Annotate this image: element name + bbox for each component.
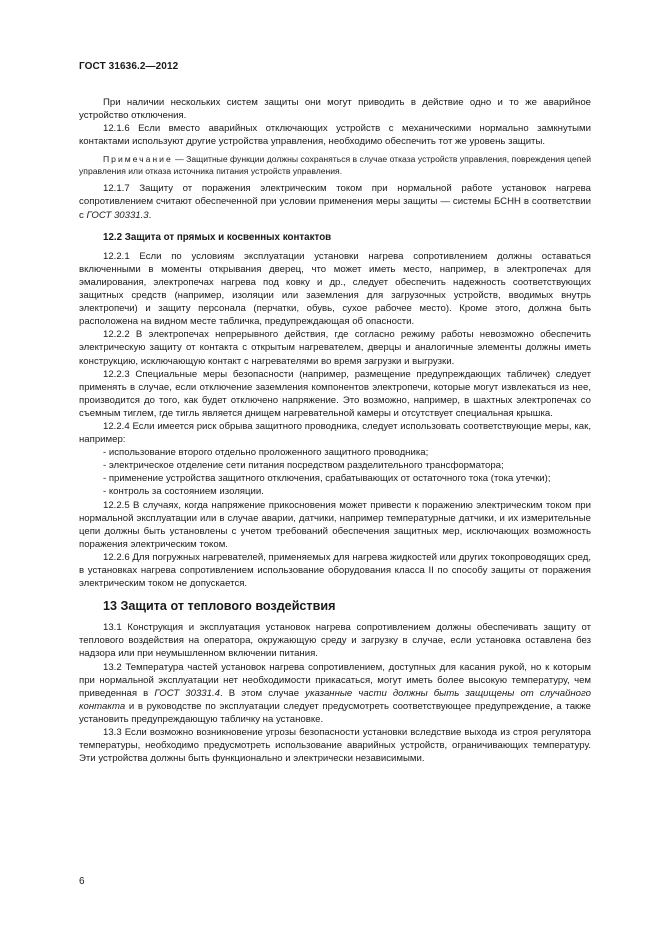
paragraph-12-2-6: 12.2.6 Для погружных нагревателей, применяемых для нагрева жидкостей или других токопроводящих сред, в установках нагрева сопротивлением использование оборудования класса II по способу защиты от поражения электрическим током не допускается. (79, 551, 591, 590)
emphasis-text: указанные части должны быть защищены от случайного контакта (79, 687, 591, 712)
text: . (148, 209, 152, 221)
paragraph-13-3: 13.3 Если возможно возникновение угрозы безопасности установки вследствие выхода из строя регулятора температуры, необходимо предусмотреть использование аварийных устройств, ограничивающих температуру. Эти устройства должны быть функционально и электрически независимыми. (79, 727, 591, 765)
document-body (79, 96, 591, 765)
standard-reference: ГОСТ 30331.3 (86, 209, 149, 221)
paragraph-12-2-1: 12.2.1 Если по условиям эксплуатации установки нагрева сопротивлением должны оставаться включенными в моменты открывания дверец, что может иметь место, например, в электропечах для эмалирования, электропечах нагрева под ковку и др., следует обеспечить надежность соответствующих защитных средств (например, изоляции или заземления для загрузочных устройств, вводимых внутрь электропечи) и защиту персонала (перчатки, обувь, сухое рабочее место). Кроме этого, должна быть расположена на видном месте табличка, предупреждающая об опасности. (79, 250, 591, 328)
standard-reference: ГОСТ 30331.4 (154, 687, 220, 699)
text: и в руководстве по эксплуатации следует предусмотреть соответствующее предупреждение, а также установить предупреждающую табличку на установке. (79, 700, 591, 725)
note (79, 153, 591, 177)
paragraph-12-1-6: 12.1.6 Если вместо аварийных отключающих устройств с механическими нормально замкнутыми контактами используют другие устройства управления, необходимо обеспечить тот же уровень защиты. (79, 123, 591, 148)
note-text: — Защитные функции должны сохраняться в случае отказа устройств управления, повреждения цепей управления или отказа источника питания устройств управления. (79, 154, 591, 177)
paragraph-13-1: 13.1 Конструкция и эксплуатация установок нагрева сопротивлением должны обеспечивать защиту от теплового воздействия на оператора, окружающую среду и загрузку в случае, если установка оставлена без надзора или при неумышленном включении питания. (79, 622, 591, 660)
text: 12.1.7 Защиту от поражения электрическим током при нормальной работе установок нагрева сопротивлением считают обеспеченной при условии применения меры защиты — системы БСНН в соответствии с (79, 183, 591, 221)
list-item: - электрическое отделение сети питания посредством разделительного трансформатора; (103, 460, 504, 472)
note-label: Примечание (103, 154, 173, 165)
paragraph: При наличии нескольких систем защиты они могут приводить в действие одно и то же аварийное устройство отключения. (79, 97, 591, 122)
document-header: ГОСТ 31636.2—2012 (79, 61, 179, 72)
list-item: - контроль за состоянием изоляции. (103, 486, 264, 498)
list-item: - использование второго отдельно проложенного защитного проводника; (103, 447, 429, 459)
paragraph-12-2-3: 12.2.3 Специальные меры безопасности (например, размещение предупреждающих табличек) следует применять в случае, если отключение заземления компонентов электропечи, которые могут извлекаться из нее, производится до того, как будет отключено напряжение. Это возможно, например, в шахтных электропечах со съемным тиглем, где тигль является днищем нагревательной камеры и отсутствует специальная крышка. (79, 368, 591, 419)
paragraph-13-2 (79, 661, 591, 726)
list-item: - применение устройства защитного отключения, срабатывающих от остаточного тока (тока утечки); (103, 473, 551, 485)
page-number: 6 (79, 876, 85, 887)
text: . В этом случае (219, 687, 306, 699)
text: 13.2 Температура частей установок нагрева сопротивлением, доступных для касания рукой, но к которым при нормальной эксплуатации нет необходимости прикасаться, могут иметь более высокую температуру, чем приведенная в (79, 661, 591, 699)
section-heading-13: 13 Защита от теплового воздействия (103, 599, 336, 614)
paragraph-12-2-2: 12.2.2 В электропечах непрерывного действия, где согласно режиму работы невозможно обеспечить электрическую защиту от контакта с открытым нагревателем, дверцы и аналогичные элементы должны иметь конструкцию, исключающую контакт с нагревателями во время загрузки и выгрузки. (79, 329, 591, 367)
paragraph-12-1-7 (79, 182, 591, 221)
paragraph-12-2-4: 12.2.4 Если имеется риск обрыва защитного проводника, следует использовать соответствующие меры, как, например: (79, 420, 591, 446)
subsection-heading-12-2: 12.2 Защита от прямых и косвенных контактов (103, 231, 332, 243)
paragraph-12-2-5: 12.2.5 В случаях, когда напряжение прикосновения может привести к поражению электрическим током при нормальной эксплуатации или в случае аварии, датчики, например температурные датчики, и их измерительные цепи должны быть установлены с учетом требований обеспечения защитных мер, исключающих возможность поражения электрическим током. (79, 499, 591, 550)
